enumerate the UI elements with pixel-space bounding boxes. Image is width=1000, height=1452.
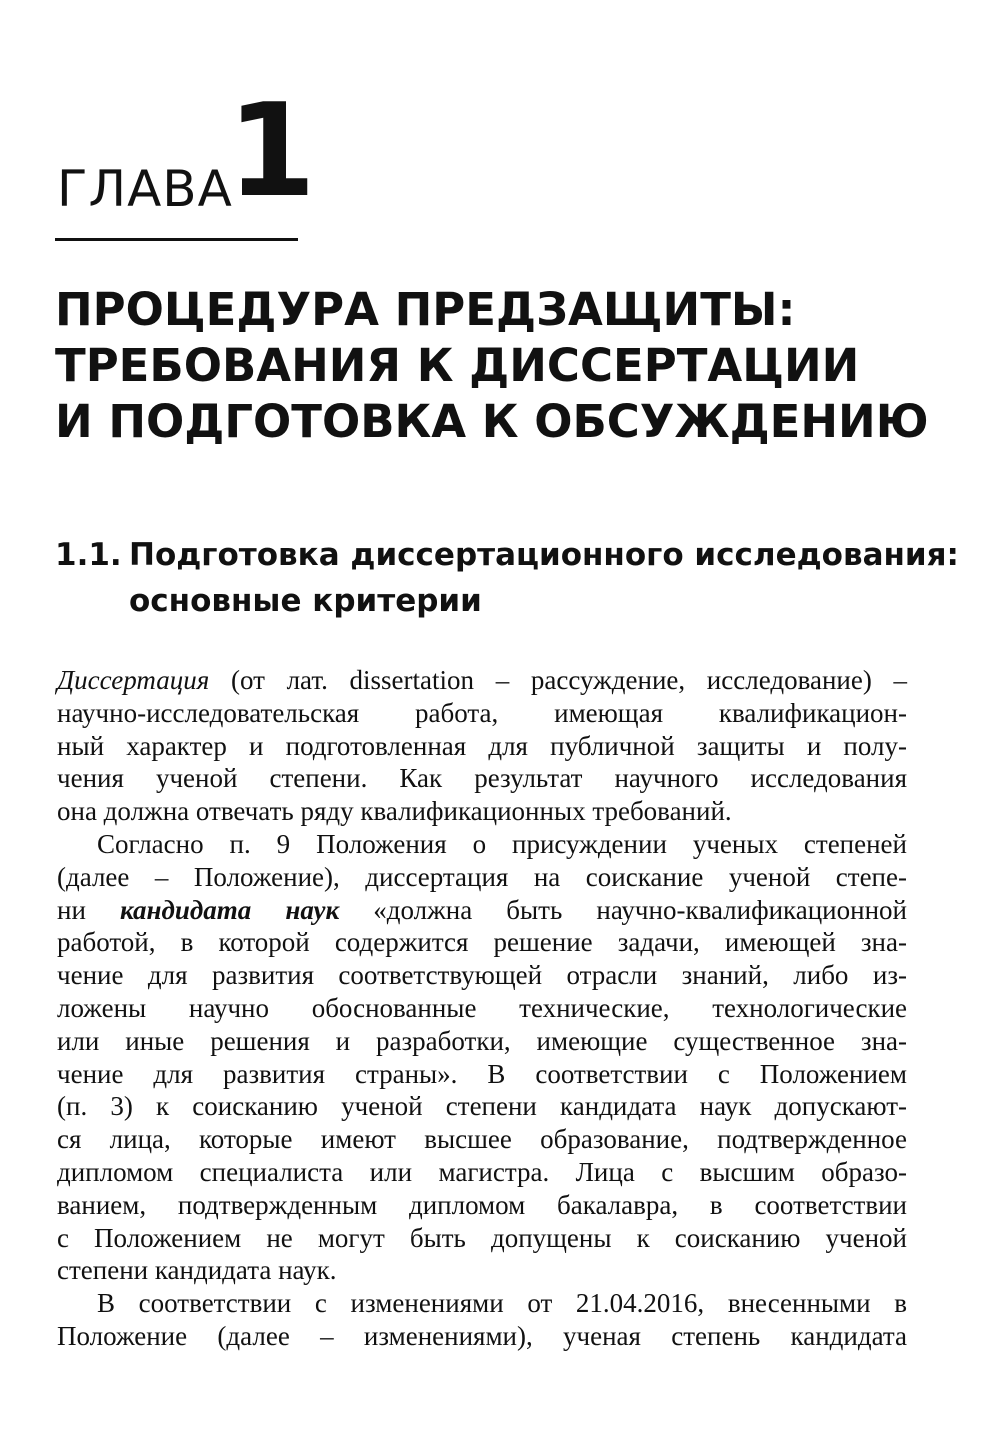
chapter-number: 1 [227,77,317,226]
paragraph-1 [57,664,907,828]
text-line [57,664,907,697]
section-heading [55,532,965,624]
chapter-title-line: ПРОЦЕДУРА ПРЕДЗАЩИТЫ: [55,283,796,336]
text-line: Согласно п. 9 Положения о присуждении ученых степеней [97,828,907,859]
section-heading-line: основные критерии [129,583,482,619]
paragraph-2 [57,828,907,1287]
paragraph-3 [57,1287,907,1353]
term-candidate: кандидата наук [119,894,340,925]
text-line [57,894,907,927]
text-line: степени кандидата наук. [57,1255,337,1286]
text-line: или иные решения и разработки, имеющие существенное зна- [57,1025,907,1056]
text-line: (далее – Положение), диссертация на соискание ученой степе- [57,861,907,892]
text-line: чения ученой степени. Как результат научного исследования [57,763,907,794]
text-line: работой, в которой содержится решение задачи, имеющей зна- [57,927,907,958]
section-heading-line [55,532,965,578]
text-line: дипломом специалиста или магистра. Лица с высшим образо- [57,1156,907,1187]
section-title-text: Подготовка диссертационного исследования: [129,537,959,573]
text-line: Положение (далее – изменениями), ученая степень кандидата [57,1320,907,1351]
text-line: с Положением не могут быть допущены к соисканию ученой [57,1222,907,1253]
body-text [57,664,907,1353]
chapter-label: ГЛАВА [57,160,233,218]
text-line: ванием, подтвержденным дипломом бакалавра, в соответствии [57,1189,907,1220]
line-text: (от лат. dissertation – рассуждение, исследование) – [209,665,907,695]
text-line: она должна отвечать ряду квалификационных требований. [57,796,732,827]
line-text: ни [57,894,120,925]
chapter-heading [55,77,317,240]
section-number: 1.1. [55,537,122,573]
chapter-title [55,282,965,450]
chapter-title-line: ТРЕБОВАНИЯ К ДИССЕРТАЦИИ [55,339,860,392]
text-line: ложены научно обоснованные технические, технологические [57,992,907,1023]
text-line: ся лица, которые имеют высшее образование, подтвержденное [57,1124,907,1155]
term-dissertation: Диссертация [57,665,210,695]
chapter-title-line: И ПОДГОТОВКА К ОБСУЖДЕНИЮ [55,395,929,448]
text-line: чение для развития соответствующей отрасли знаний, либо из- [57,960,907,991]
text-line: (п. 3) к соисканию ученой степени кандидата наук допускают- [57,1091,907,1122]
text-line: ный характер и подготовленная для публичной защиты и полу- [57,730,907,761]
chapter-rule [55,238,298,241]
text-line: научно-исследовательская работа, имеющая квалификацион- [57,697,907,728]
text-line: В соответствии с изменениями от 21.04.2016, внесенными в [97,1288,907,1319]
line-text: «должна быть научно-квалификационной [339,894,907,925]
text-line: чение для развития страны». В соответствии с Положением [57,1058,907,1089]
